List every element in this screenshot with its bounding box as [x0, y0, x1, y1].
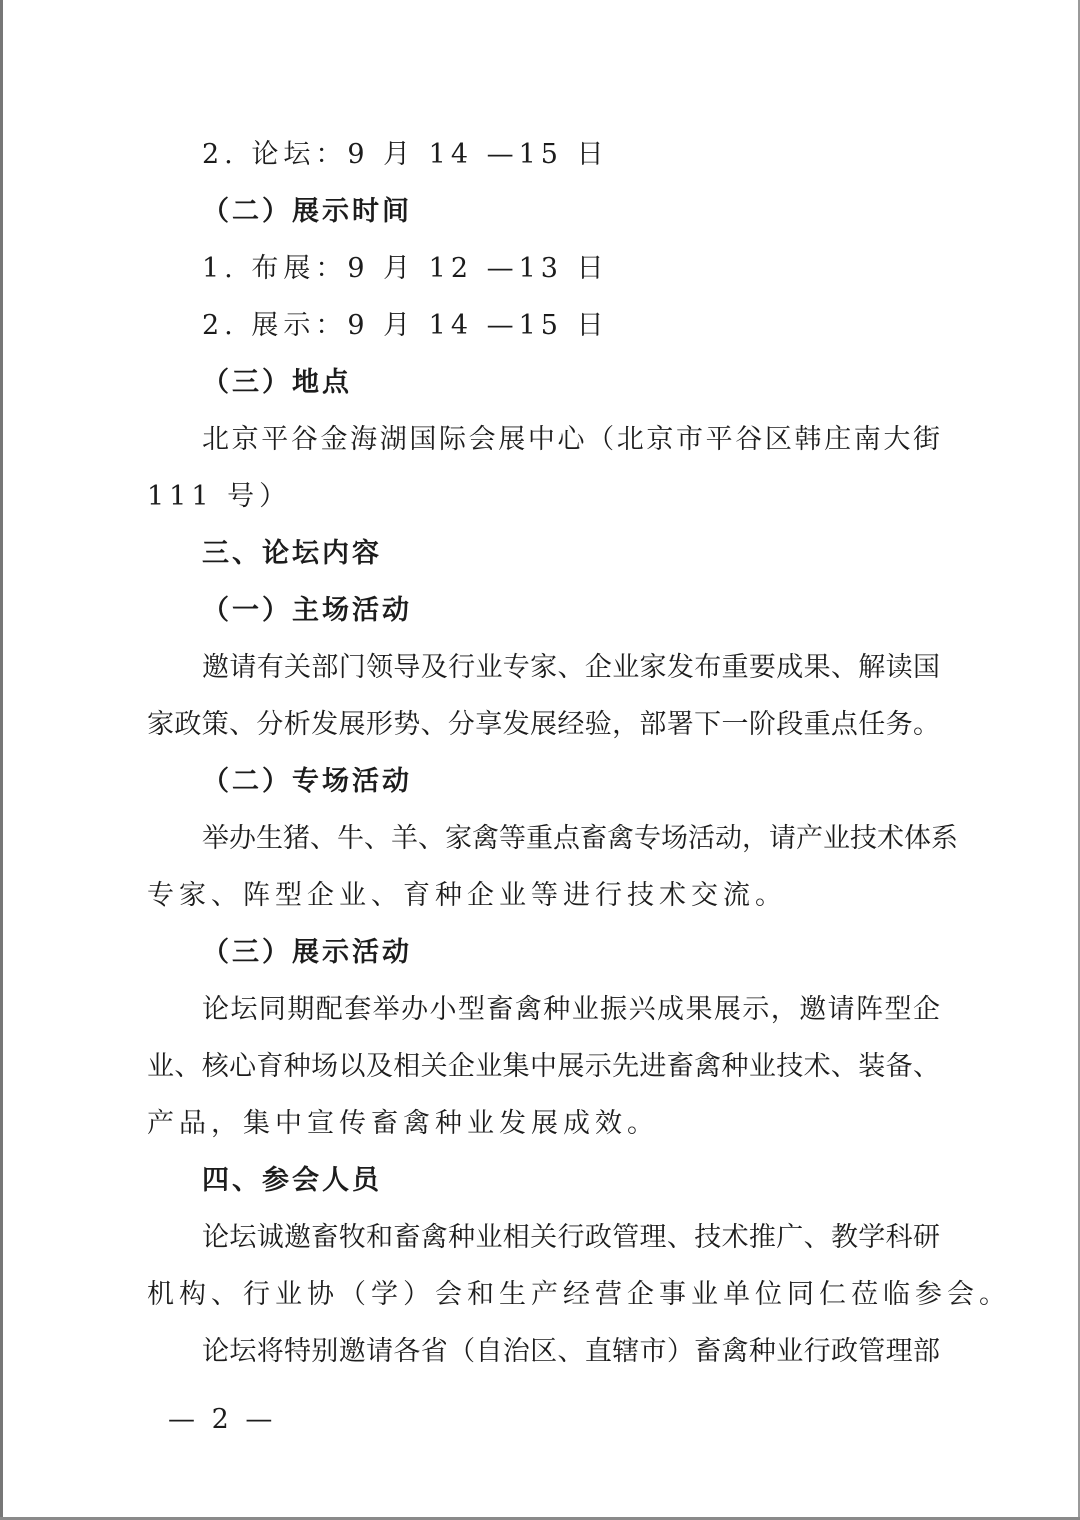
- setup-date-line: 1. 布展：9 月 12 —13 日: [202, 253, 609, 284]
- location-line-2: 111 号）: [147, 481, 292, 512]
- exhibition-activity-line-2: 业、核心育种场以及相关企业集中展示先进畜禽种业技术、装备、: [147, 1051, 940, 1082]
- exhibition-date-line: 2. 展示：9 月 14 —15 日: [202, 310, 609, 341]
- page-number: — 2 —: [168, 1404, 277, 1435]
- special-event-line-1: 举办生猪、牛、羊、家禽等重点畜禽专场活动，请产业技术体系: [202, 823, 958, 854]
- attendees-line-3: 论坛将特别邀请各省（自治区、直辖市）畜禽种业行政管理部: [202, 1336, 940, 1367]
- section-heading-main-event: （一）主场活动: [202, 595, 412, 626]
- section-heading-special-event: （二）专场活动: [202, 766, 412, 797]
- section-heading-location: （三）地点: [202, 367, 352, 398]
- location-line-1: 北京平谷金海湖国际会展中心（北京市平谷区韩庄南大街: [202, 424, 940, 455]
- heading-attendees: 四、参会人员: [202, 1165, 382, 1196]
- exhibition-activity-line-3: 产品，集中宣传畜禽种业发展成效。: [147, 1108, 659, 1139]
- section-heading-exhibition-activity: （三）展示活动: [202, 937, 412, 968]
- attendees-line-2: 机构、行业协（学）会和生产经营企事业单位同仁莅临参会。: [147, 1279, 1011, 1310]
- main-event-line-1: 邀请有关部门领导及行业专家、企业家发布重要成果、解读国: [202, 652, 940, 683]
- heading-forum-content: 三、论坛内容: [202, 538, 382, 569]
- special-event-line-2: 专家、阵型企业、育种企业等进行技术交流。: [147, 880, 787, 911]
- attendees-line-1: 论坛诚邀畜牧和畜禽种业相关行政管理、技术推广、教学科研: [202, 1222, 940, 1253]
- exhibition-activity-line-1: 论坛同期配套举办小型畜禽种业振兴成果展示，邀请阵型企: [202, 994, 940, 1025]
- main-event-line-2: 家政策、分析发展形势、分享发展经验，部署下一阶段重点任务。: [147, 709, 940, 740]
- scan-left-edge: [0, 0, 3, 1520]
- forum-date-line: 2. 论坛：9 月 14 —15 日: [202, 139, 609, 170]
- section-heading-exhibition-time: （二）展示时间: [202, 196, 412, 227]
